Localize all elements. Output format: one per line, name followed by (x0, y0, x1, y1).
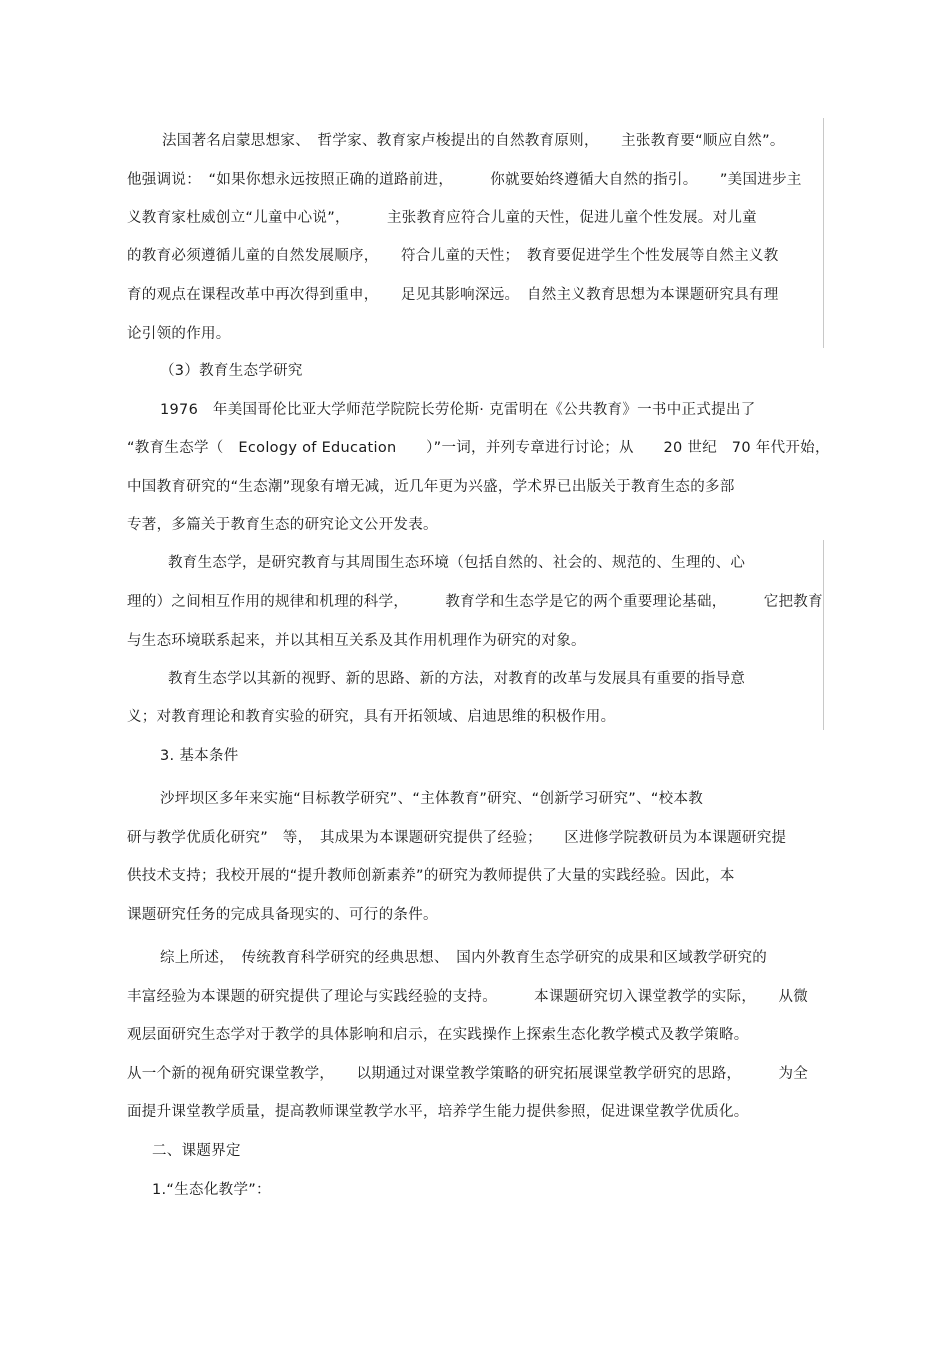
paragraph-line: 课题研究任务的完成具备现实的、可行的条件。 (127, 907, 438, 923)
paragraph-line: 义教育家杜威创立“儿童中心说”， 主张教育应符合儿童的天性，促进儿童个性发展。对儿童 (127, 210, 757, 226)
paragraph-line: 中国教育研究的“生态潮”现象有增无减，近几年更为兴盛，学术界已出版关于教育生态的多部 (127, 479, 735, 495)
paragraph-line: 丰富经验为本课题的研究提供了理论与实践经验的支持。 本课题研究切入课堂教学的实际， 从微 (127, 989, 809, 1005)
paragraph-line: 观层面研究生态学对于教学的具体影响和启示，在实践操作上探索生态化教学模式及教学策略。 (127, 1027, 749, 1043)
paragraph-line: 沙坪坝区多年来实施“目标教学研究”、“主体教育”研究、“创新学习研究”、“校本教 (160, 791, 704, 807)
section-heading: （3）教育生态学研究 (160, 363, 303, 379)
paragraph-line: 从一个新的视角研究课堂教学， 以期通过对课堂教学策略的研究拓展课堂教学研究的思路， 为全 (127, 1066, 809, 1082)
paragraph-line: 供技术支持；我校开展的“提升教师创新素养”的研究为教师提供了大量的实践经验。因此，本 (127, 868, 735, 884)
section-heading: 二、课题界定 (152, 1143, 241, 1159)
paragraph-line: 研与教学优质化研究” 等， 其成果为本课题研究提供了经验； 区进修学院教研员为本课题研究提 (127, 830, 787, 846)
paragraph-line: 教育生态学，是研究教育与其周围生态环境（包括自然的、社会的、规范的、生理的、心 (168, 555, 746, 571)
paragraph-line: 论引领的作用。 (127, 326, 231, 342)
margin-rule-middle (823, 540, 824, 730)
section-heading: 1.“生态化教学”： (152, 1182, 271, 1198)
paragraph-line: 与生态环境联系起来，并以其相互关系及其作用机理作为研究的对象。 (127, 633, 586, 649)
margin-rule-top (823, 118, 824, 348)
paragraph-line: 法国著名启蒙思想家、 哲学家、教育家卢梭提出的自然教育原则， 主张教育要“顺应自然”。 (162, 133, 785, 149)
paragraph-line: 面提升课堂教学质量，提高教师课堂教学水平，培养学生能力提供参照，促进课堂教学优质化。 (127, 1104, 749, 1120)
paragraph-line: 义；对教育理论和教育实验的研究，具有开拓领域、启迪思维的积极作用。 (127, 709, 616, 725)
paragraph-line: 他强调说： “如果你想永远按照正确的道路前进， 你就要始终遵循大自然的指引。 ”美国进步主 (127, 172, 802, 188)
paragraph-line: “教育生态学（ Ecology of Education ）”一词，并列专章进行讨论；从 20 世纪 70 年代开始， (127, 440, 830, 456)
section-heading: 3. 基本条件 (160, 748, 239, 764)
paragraph-line: 理的）之间相互作用的规律和机理的科学， 教育学和生态学是它的两个重要理论基础， 它把教育 (127, 594, 823, 610)
paragraph-line: 1976 年美国哥伦比亚大学师范学院院长劳伦斯· 克雷明在《公共教育》一书中正式提出了 (160, 402, 756, 418)
paragraph-line: 专著，多篇关于教育生态的研究论文公开发表。 (127, 517, 438, 533)
paragraph-line: 育的观点在课程改革中再次得到重申， 足见其影响深远。 自然主义教育思想为本课题研究具有理 (127, 287, 779, 303)
paragraph-line: 的教育必须遵循儿童的自然发展顺序， 符合儿童的天性； 教育要促进学生个性发展等自然主义教 (127, 248, 779, 264)
paragraph-line: 综上所述， 传统教育科学研究的经典思想、 国内外教育生态学研究的成果和区域教学研究的 (160, 950, 768, 966)
paragraph-line: 教育生态学以其新的视野、新的思路、新的方法，对教育的改革与发展具有重要的指导意 (168, 671, 746, 687)
